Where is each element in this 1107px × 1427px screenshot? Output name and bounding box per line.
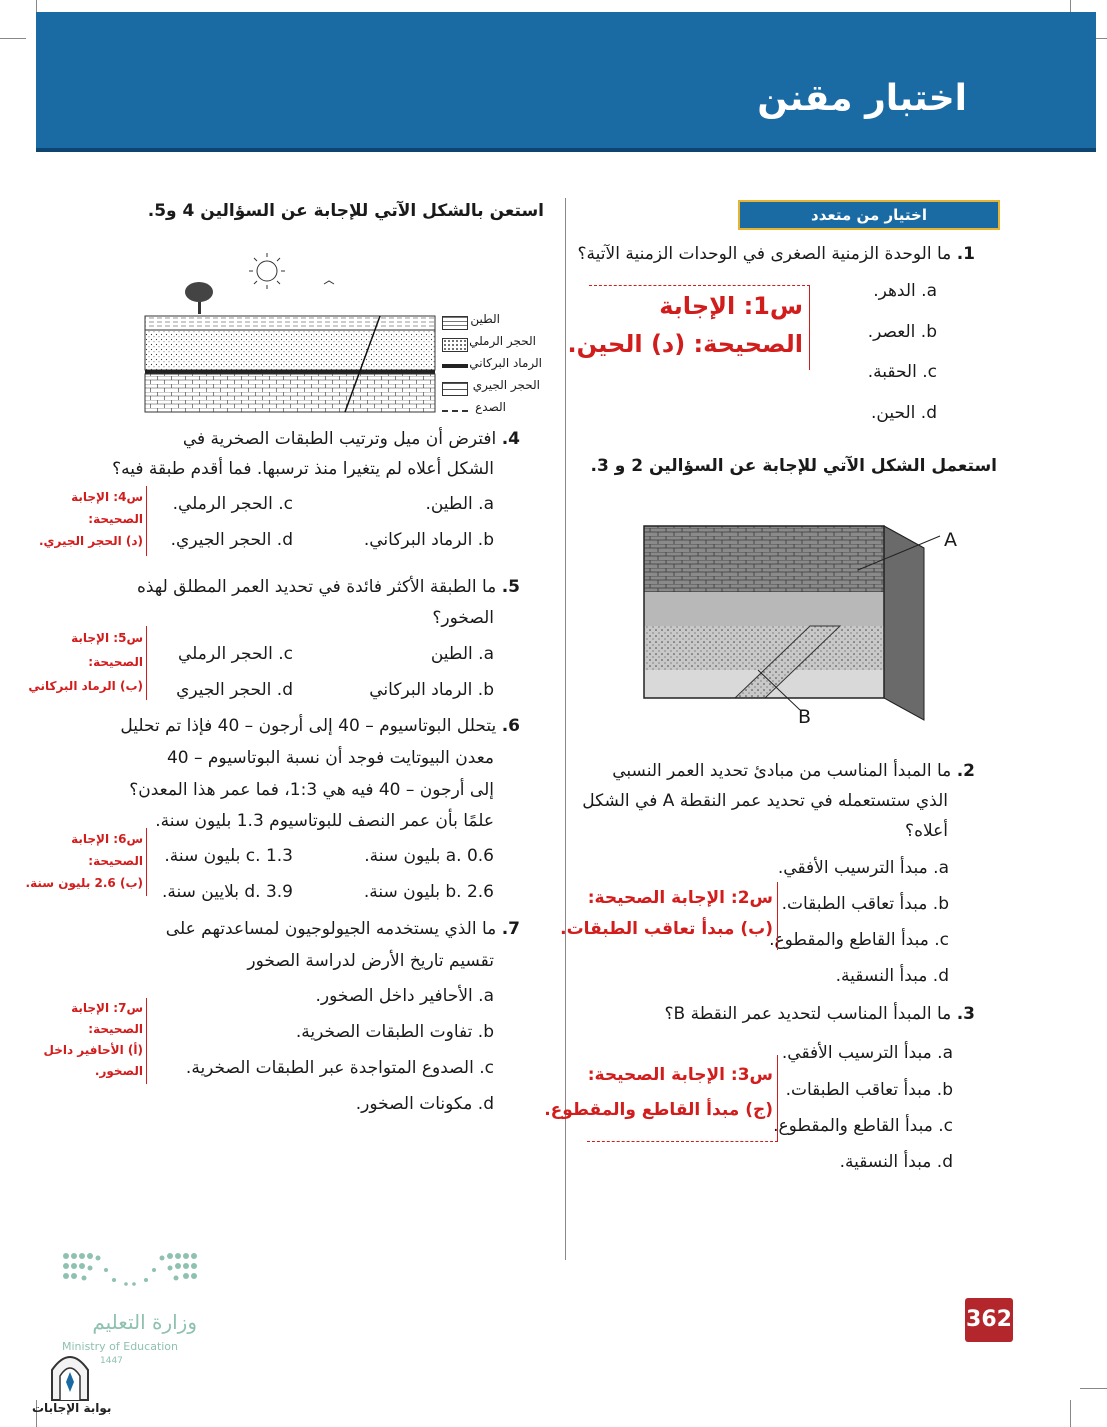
label-point-b: B [798, 706, 812, 728]
strata-fault-diagram [140, 248, 440, 418]
option-4b[interactable]: b. الرماد البركاني. [363, 530, 494, 550]
question-number: 5. [501, 577, 520, 597]
question-3 [664, 999, 975, 1029]
option-3c[interactable]: c. مبدأ القاطع والمقطوع. [773, 1116, 953, 1136]
figure-intro-right: استعمل الشكل الآتي للإجابة عن السؤالين 2 و 3. [590, 456, 997, 476]
option-1b[interactable]: b. العصر. [867, 322, 937, 342]
option-6d[interactable]: d. 3.9 بلايين سنة. [161, 882, 293, 902]
question-text: افترض أن ميل وترتيب الطبقات الصخرية في [182, 429, 497, 449]
question-1 [578, 239, 975, 269]
answer-box-1 [567, 285, 810, 370]
answer-1-line1: س1: الإجابة [659, 292, 803, 320]
question-number: 1. [956, 244, 975, 264]
option-7b[interactable]: b. تفاوت الطبقات الصخرية. [295, 1022, 494, 1042]
answer-2-line2: (ب) مبدأ تعاقب الطبقات. [560, 919, 773, 939]
question-number: 4. [501, 429, 520, 449]
answer-box-5 [28, 626, 147, 700]
answer-3-line2: (ج) مبدأ القاطع والمقطوع. [544, 1100, 773, 1120]
option-1a[interactable]: a. الدهر. [873, 281, 937, 301]
legend-item-limestone: الحجر الجيري [442, 378, 552, 400]
legend-swatch-icon [442, 364, 468, 368]
question-text: يتحلل البوتاسيوم – 40 إلى أرجون – 40 فإذا تم تحليل [120, 716, 497, 736]
option-3a[interactable]: a. مبدأ الترسيب الأفقي. [781, 1043, 953, 1063]
question-6-line2: معدن البيوتايت فوجد أن نسبة البوتاسيوم – 40 [166, 748, 494, 768]
option-6a[interactable]: a. 0.6 بليون سنة. [364, 846, 494, 866]
option-5b[interactable]: b. الرماد البركاني [369, 680, 494, 700]
answer-4-line2: الصحيحة: [88, 512, 143, 526]
crop-mark [1080, 1388, 1107, 1389]
question-text: ما الوحدة الزمنية الصغرى في الوحدات الزمنية الآتية؟ [577, 244, 952, 264]
answer-7-line2: الصحيحة: [88, 1022, 143, 1036]
question-5-line2: الصخور؟ [432, 608, 494, 628]
answer-box-2 [560, 882, 778, 950]
crop-mark [0, 38, 26, 39]
question-number: 7. [501, 919, 520, 939]
question-2-line3: أعلاه؟ [905, 821, 948, 841]
option-2a[interactable]: a. مبدأ الترسيب الأفقي. [777, 858, 949, 878]
ministry-logo-dots-icon [62, 1250, 198, 1294]
legend-swatch-icon [442, 382, 468, 396]
answer-7-line3: (أ) الأحافير داخل [43, 1043, 143, 1057]
question-2-line2: الذي ستستعمله في تحديد عمر النقطة A في الشكل [582, 791, 948, 811]
question-text: ما المبدأ المناسب لتحديد عمر النقطة B؟ [664, 1004, 952, 1024]
answer-box-6 [25, 828, 147, 896]
question-7 [166, 914, 520, 944]
option-4c[interactable]: c. الحجر الرملي. [172, 494, 293, 514]
legend-swatch-icon [442, 338, 468, 352]
answer-6-line1: س6: الإجابة [71, 832, 143, 846]
question-text: ما الذي يستخدمه الجيولوجيون لمساعدتهم على [165, 919, 497, 939]
option-5c[interactable]: c. الحجر الرملي [178, 644, 293, 664]
question-6-line3: إلى أرجون – 40 فيه هي 1:3، فما عمر هذا المعدن؟ [129, 780, 494, 800]
option-1d[interactable]: d. الحين. [871, 403, 937, 423]
answer-6-line2: الصحيحة: [88, 854, 143, 868]
answer-6-line3: (ب) 2.6 بليون سنة. [25, 876, 143, 890]
ministry-name-en: Ministry of Education [62, 1340, 179, 1353]
label-point-a: A [944, 529, 957, 551]
page-number: 362 [965, 1298, 1013, 1342]
answer-1-line2: الصحيحة: (د) الحين. [567, 330, 803, 358]
answer-box-7 [34, 998, 147, 1084]
question-number: 2. [956, 761, 975, 781]
option-6b[interactable]: b. 2.6 بليون سنة. [363, 882, 494, 902]
legend-swatch-icon [442, 316, 468, 330]
page-title: اختبار مقنن [757, 78, 967, 119]
question-6-line4: علمًا بأن عمر النصف للبوتاسيوم 1.3 بليون سنة. [155, 811, 494, 831]
question-2 [612, 756, 975, 786]
question-7-line2: تقسيم تاريخ الأرض لدراسة الصخور [247, 951, 494, 971]
option-6c[interactable]: c. 1.3 بليون سنة. [164, 846, 293, 866]
legend-item-clay: الطين [442, 312, 552, 334]
option-7d[interactable]: d. مكونات الصخور. [355, 1094, 494, 1114]
question-text: ما المبدأ المناسب من مبادئ تحديد العمر النسبي [612, 761, 952, 781]
legend-swatch-icon [442, 410, 468, 412]
answer-5-line3: (ب) الرماد البركاني [28, 679, 143, 693]
answer-box-3 [544, 1055, 778, 1142]
answer-4-line1: س4: الإجابة [71, 490, 143, 504]
answer-2-line1: س2: الإجابة الصحيحة: [587, 888, 773, 908]
legend-item-fault: الصدع [442, 400, 552, 422]
figure-intro-left: استعن بالشكل الآتي للإجابة عن السؤالين 4 و5. [147, 201, 544, 221]
answer-box-4 [34, 486, 147, 556]
watermark-gate-icon [48, 1350, 92, 1402]
section-label: اختيار من متعدد [738, 200, 1000, 230]
question-6 [120, 711, 520, 741]
question-number: 3. [956, 1004, 975, 1024]
answer-4-line3: (د) الحجر الجيري. [38, 534, 143, 548]
option-5d[interactable]: d. الحجر الجيري [176, 680, 293, 700]
option-7a[interactable]: a. الأحافير داخل الصخور. [315, 986, 494, 1006]
option-4d[interactable]: d. الحجر الجيري. [170, 530, 293, 550]
question-5 [137, 572, 520, 602]
answer-5-line1: س5: الإجابة [71, 631, 143, 645]
option-7c[interactable]: c. الصدوع المتواجدة عبر الطبقات الصخرية. [185, 1058, 494, 1078]
question-text: ما الطبقة الأكثر فائدة في تحديد العمر المطلق لهذه [136, 577, 497, 597]
option-2c[interactable]: c. مبدأ القاطع والمقطوع. [769, 930, 949, 950]
option-1c[interactable]: c. الحقبة. [867, 362, 937, 382]
question-4-line2: الشكل أعلاه لم يتغيرا منذ ترسبها. فما أقدم طبقة فيه؟ [112, 459, 494, 479]
ministry-year: 1447 [100, 1356, 123, 1366]
legend [442, 312, 552, 422]
answer-7-line4: الصخور. [94, 1064, 143, 1078]
option-2b[interactable]: b. مبدأ تعاقب الطبقات. [781, 894, 949, 914]
option-3d[interactable]: d. مبدأ النسقية. [839, 1152, 953, 1172]
option-4a[interactable]: a. الطين. [425, 494, 494, 514]
crop-mark [1070, 1400, 1071, 1427]
option-3b[interactable]: b. مبدأ تعاقب الطبقات. [785, 1080, 953, 1100]
rock-block-diagram [630, 520, 970, 730]
answer-7-line1: س7: الإجابة [71, 1001, 143, 1015]
answer-3-line1: س3: الإجابة الصحيحة: [587, 1065, 773, 1085]
question-4 [183, 424, 520, 454]
legend-item-ash: الرماد البركاني [442, 356, 552, 378]
ministry-name-ar: وزارة التعليم [92, 1310, 197, 1334]
option-2d[interactable]: d. مبدأ النسقية. [835, 966, 949, 986]
question-number: 6. [501, 716, 520, 736]
watermark-text: بوابة الإجابات [32, 1401, 112, 1415]
answer-5-line2: الصحيحة: [88, 655, 143, 669]
legend-item-sandstone: الحجر الرملي [442, 334, 552, 356]
option-5a[interactable]: a. الطين [430, 644, 494, 664]
